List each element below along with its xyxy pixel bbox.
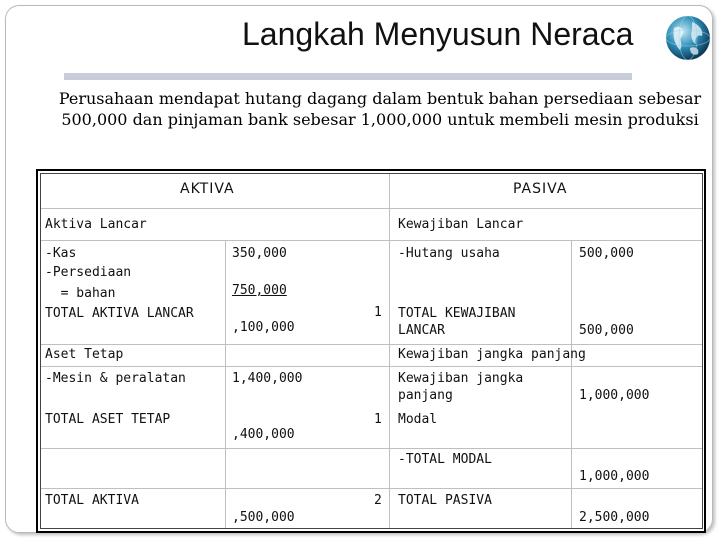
kewajiban-lancar-label: Kewajiban Lancar (398, 217, 524, 232)
bahan-label: = bahan (45, 286, 116, 301)
grid-line (41, 366, 702, 367)
persediaan-value: 750,000 (232, 283, 287, 298)
total-aktiva-lancar-value: ,100,000 (232, 320, 295, 335)
total-modal-value: 1,000,000 (579, 469, 650, 484)
kewajiban-jangka-panjang-item: Kewajiban jangka panjang (398, 371, 524, 403)
total-kewajiban-lancar-value: 500,000 (579, 323, 634, 338)
grid-line (389, 174, 390, 528)
total-aktiva-prefix: 2 (374, 493, 382, 508)
grid-line (41, 448, 702, 449)
pasiva-header: PASIVA (513, 181, 568, 197)
total-aktiva-lancar-prefix: 1 (374, 305, 382, 320)
total-aset-tetap-prefix: 1 (374, 412, 382, 427)
aktiva-lancar-label: Aktiva Lancar (45, 217, 147, 232)
slide-title: Langkah Menyusun Neraca (242, 16, 634, 52)
grid-line (41, 344, 702, 345)
aset-tetap-label: Aset Tetap (45, 347, 124, 362)
grid-line (225, 240, 226, 528)
kas-value: 350,000 (232, 246, 287, 261)
total-aset-tetap-value: ,400,000 (232, 427, 295, 442)
mesin-value: 1,400,000 (232, 371, 303, 386)
aktiva-header: AKTIVA (180, 181, 235, 197)
mesin-label: -Mesin & peralatan (45, 371, 186, 386)
total-modal-label: -TOTAL MODAL (398, 452, 492, 467)
kewajiban-jangka-panjang-value: 1,000,000 (579, 388, 650, 403)
total-pasiva-value: 2,500,000 (579, 510, 650, 525)
total-aset-tetap-label: TOTAL ASET TETAP (45, 412, 171, 427)
total-pasiva-label: TOTAL PASIVA (398, 493, 492, 508)
grid-line (41, 208, 702, 209)
title-underline-bar (64, 73, 632, 80)
grid-line (41, 240, 702, 241)
grid-line (571, 240, 572, 528)
total-aktiva-lancar-label: TOTAL AKTIVA LANCAR (45, 306, 194, 321)
hutang-usaha-value: 500,000 (579, 246, 634, 261)
persediaan-label: -Persediaan (45, 265, 132, 280)
kewajiban-jangka-panjang-label: Kewajiban jangka panjang (398, 347, 586, 362)
grid-line (41, 488, 702, 489)
kas-label: -Kas (45, 246, 77, 261)
hutang-usaha-label: -Hutang usaha (398, 246, 500, 261)
total-kewajiban-lancar-label: TOTAL KEWAJIBAN LANCAR (398, 306, 516, 338)
modal-label: Modal (398, 412, 438, 427)
problem-statement: Perusahaan mendapat hutang dagang dalam bentuk bahan persediaan sebesar 500,000 dan pinjaman bank sebesar 1,000,000 untuk membeli mesin produksi (58, 89, 702, 129)
total-aktiva-label: TOTAL AKTIVA (45, 493, 139, 508)
total-aktiva-value: ,500,000 (232, 510, 295, 525)
globe-icon (664, 14, 712, 62)
